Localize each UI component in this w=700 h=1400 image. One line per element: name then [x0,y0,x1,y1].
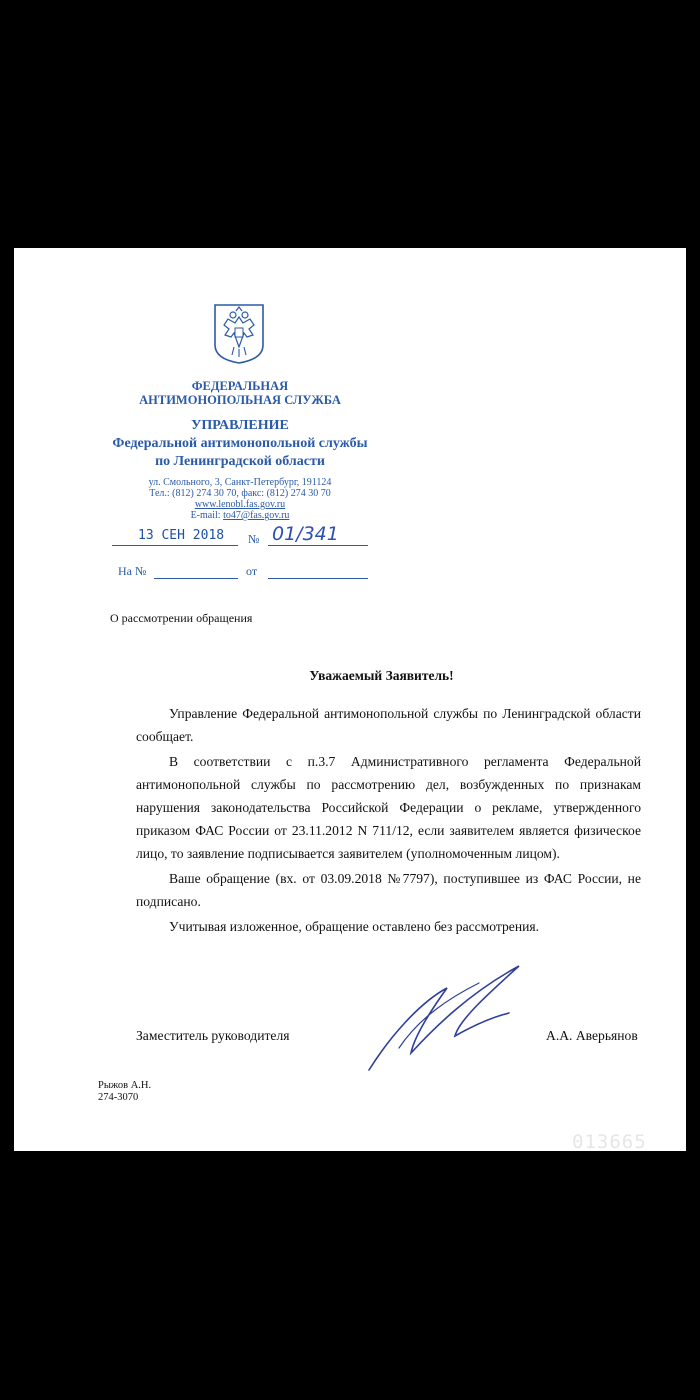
service-name-line1: ФЕДЕРАЛЬНАЯ [191,379,289,393]
office-name-line2: Федеральной антимонопольной службы [112,436,368,451]
number-underline [268,545,368,546]
office-phone: Тел.: (812) 274 30 70, факс: (812) 274 30 70 [149,488,331,499]
letter-body [136,702,641,940]
reply-to-label: На № [118,564,147,578]
signatory-title: Заместитель руководителя [136,1028,290,1043]
office-email[interactable]: to47@fas.gov.ru [223,510,290,521]
office-email-row [14,510,466,522]
document-serial-number: 013665 [572,1131,647,1151]
office-address: ул. Смольного, 3, Санкт-Петербург, 191124 [148,477,332,488]
letter-sheet [14,248,686,1151]
signatory-name: А.А. Аверьянов [546,1028,638,1043]
number-label: № [248,532,260,546]
body-paragraph: Учитывая изложенное, обращение оставлено без рассмотрения. [169,919,540,934]
salutation: Уважаемый Заявитель! [309,668,454,683]
handwritten-outgoing-number: 01/341 [272,523,339,545]
body-paragraph: Ваше обращение (вх. от 03.09.2018 №7797), поступившее из ФАС России, не подписано. [136,871,641,909]
office-name-line1: УПРАВЛЕНИЕ [191,418,289,433]
office-website[interactable]: www.lenobl.fas.gov.ru [194,499,286,510]
reply-date-line [268,578,368,579]
coat-of-arms-icon [212,303,266,365]
date-underline [112,545,238,546]
reply-number-line [154,578,238,579]
date-stamp: 13 СЕН 2018 [138,528,225,543]
body-paragraph: В соответствии с п.3.7 Административного регламента Федеральной антимонопольной службы по рассмотрению дел, возбужденных по признакам нарушения законодательства Российской Федерации о рекламе, утвержденного приказом ФАС России от 23.11.2012 N 711/12, если заявителем является физическое лицо, то заявление подписывается заявителем (уполномоченным лицом). [136,754,641,861]
service-name-line2: АНТИМОНОПОЛЬНАЯ СЛУЖБА [139,393,341,407]
executor-block [98,1080,151,1104]
handwritten-signature [359,958,539,1078]
office-name-line3: по Ленинградской области [155,454,325,469]
reply-from-label: от [246,564,258,578]
executor-name: Рыжов А.Н. [98,1080,152,1091]
letter-topic: О рассмотрении обращения [110,611,253,625]
email-label: E-mail: [190,510,224,521]
executor-phone: 274-3070 [98,1092,139,1103]
body-paragraph: Управление Федеральной антимонопольной службы по Ленинградской области сообщает. [136,706,641,744]
